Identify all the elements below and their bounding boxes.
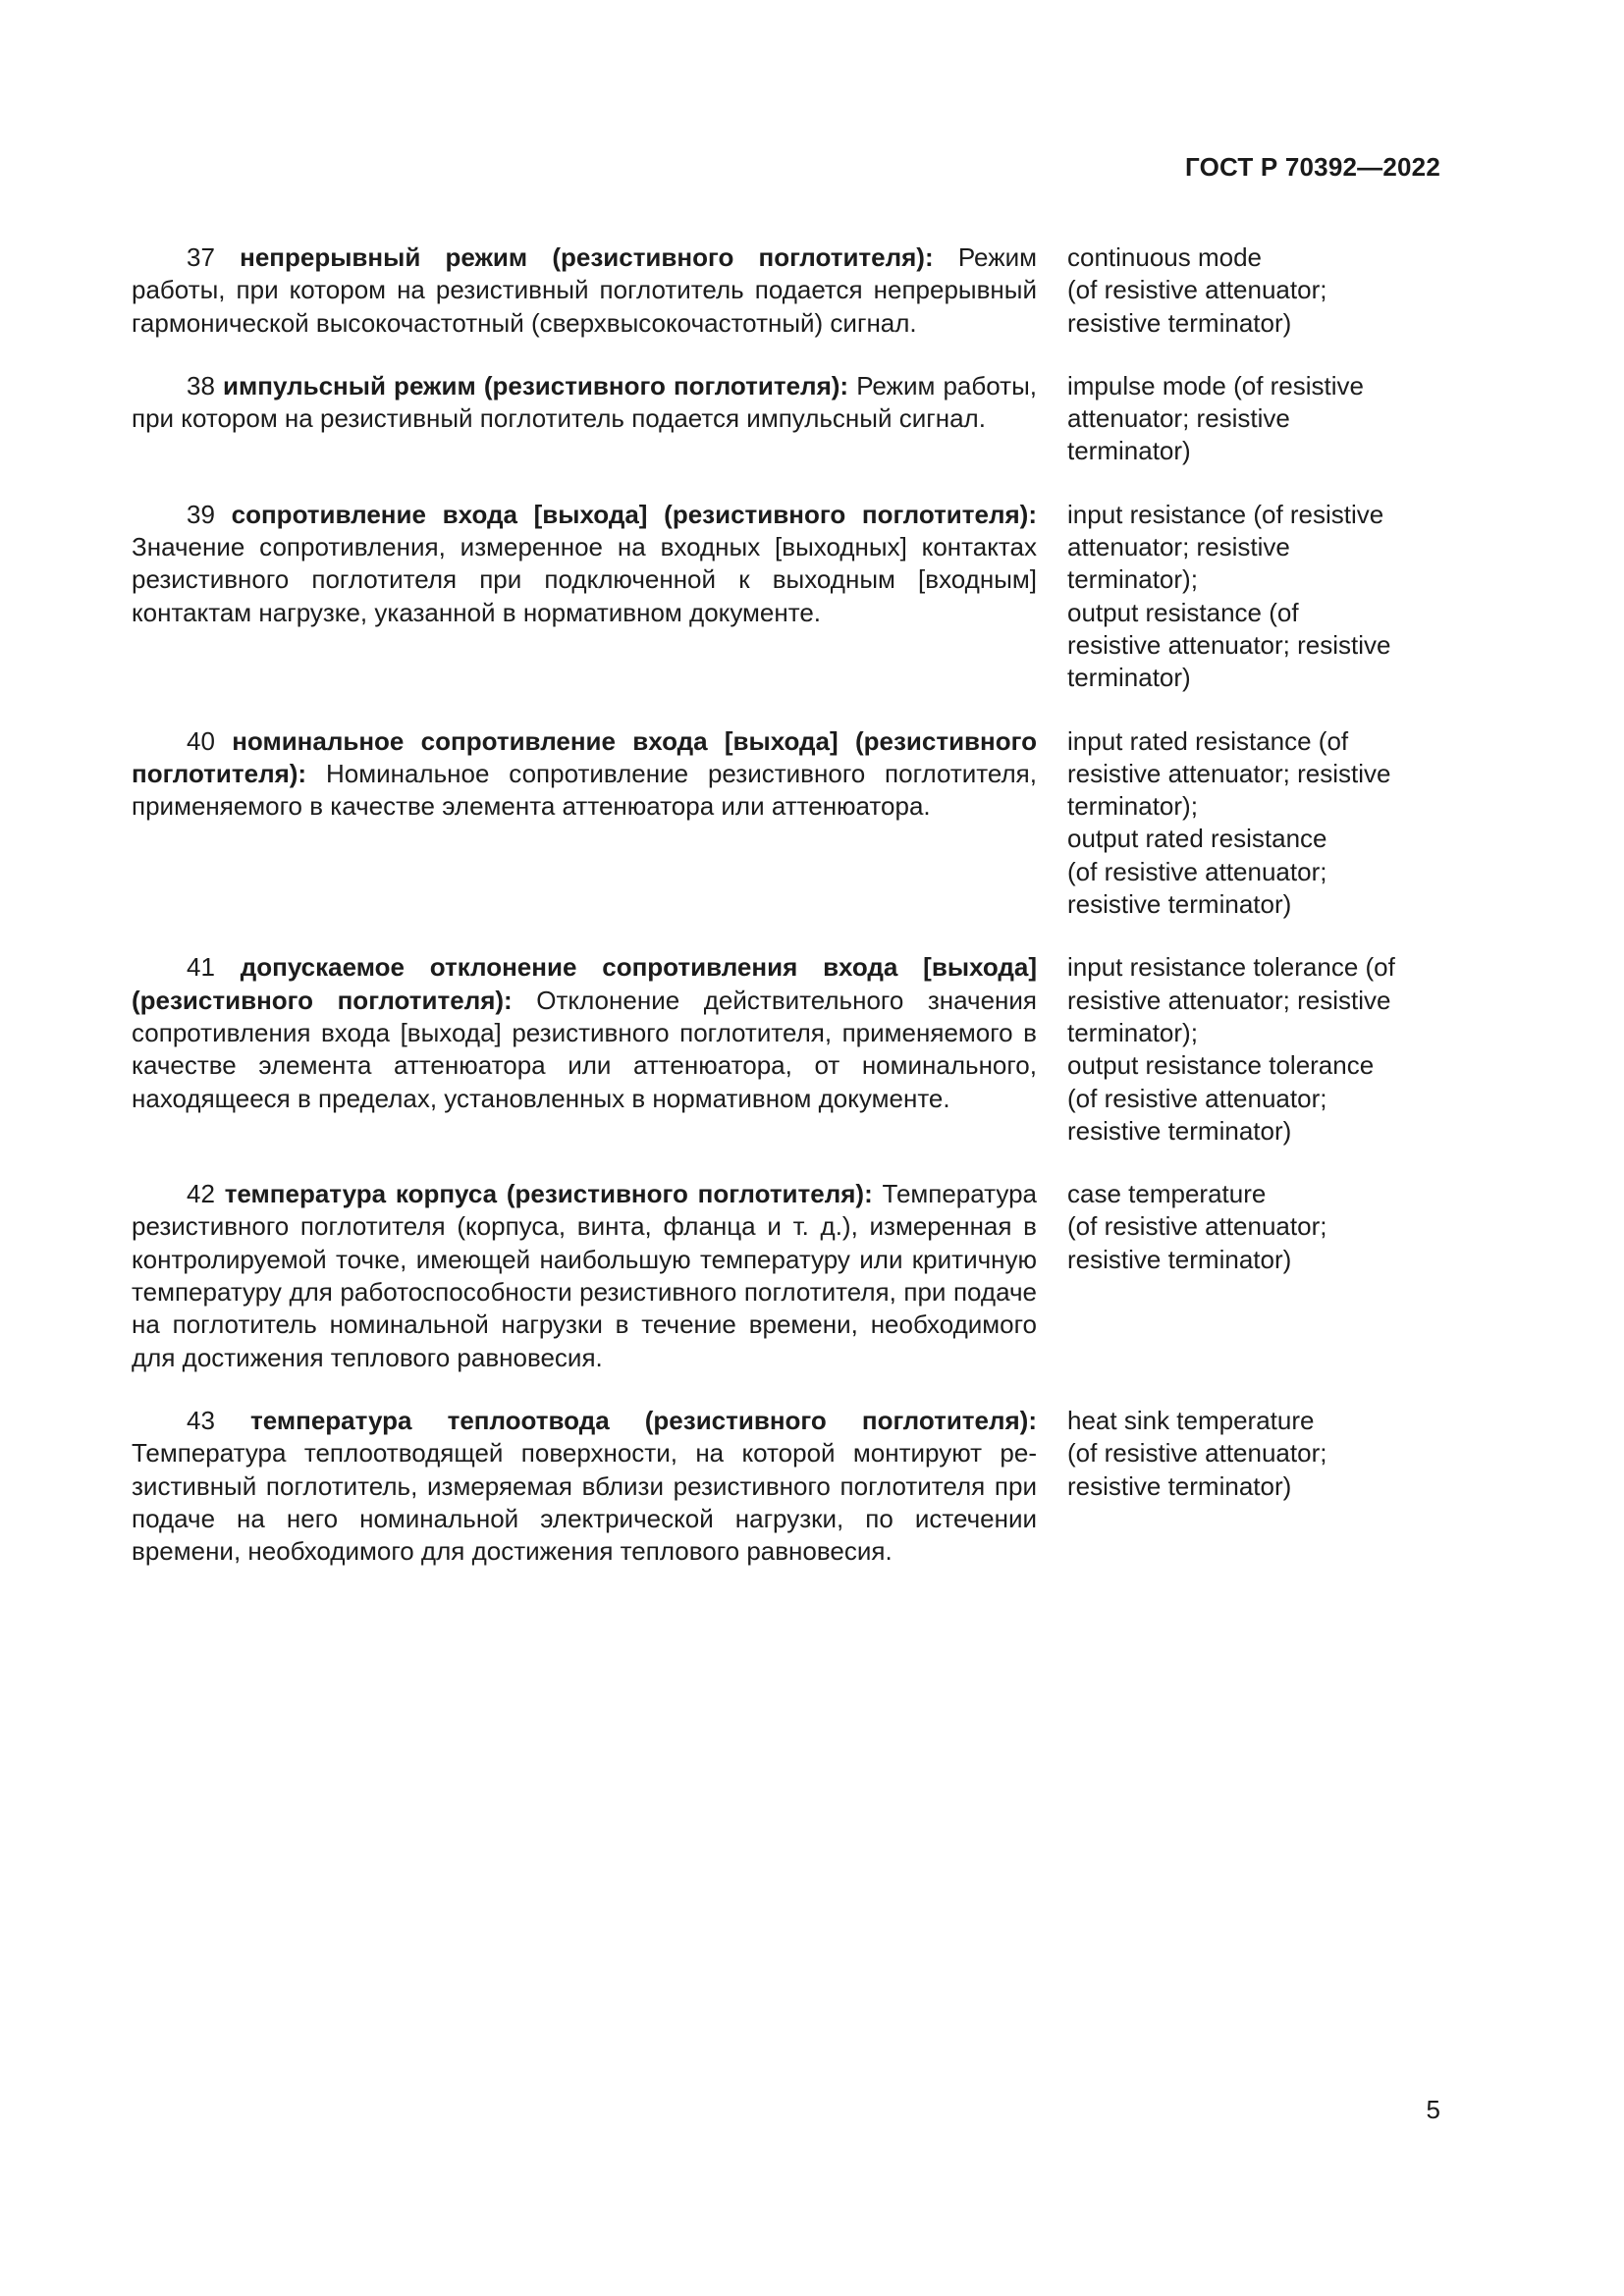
term-english-equivalent: case temperature (of resistive attenuator; resistive terminator) xyxy=(1067,1179,1327,1274)
term-russian-text xyxy=(132,370,1037,436)
term-definition: Режим работы, при котором на резистивный поглотитель подается непрерывный гармонической высокочастотный (сверхвысокочастотный) сигнал. xyxy=(132,242,1037,338)
term-english-equivalent: input rated resistance (of resistive attenuator; resistive terminator); output rated resistance (of resistive attenuator; resistive terminator) xyxy=(1067,725,1391,920)
term-definition: Значение сопротивления, измеренное на входных [выходных] контактах резистивного поглотителя при подключенной к выходным [входным] контактам нагрузке, указанной в нормативном документе. xyxy=(132,532,1037,627)
term-entry-40 xyxy=(132,725,1447,922)
term-title: температура теплоотвода (резистивного поглотителя): xyxy=(250,1405,1037,1435)
term-title: номинальное сопротивление входа [выхода] (резистивного поглотителя): xyxy=(132,725,1037,788)
term-russian-text xyxy=(132,951,1037,1114)
term-entry-42 xyxy=(132,1178,1447,1374)
term-number: 42 xyxy=(187,1179,215,1209)
term-english-equivalent: continuous mode (of resistive attenuator; resistive terminator) xyxy=(1067,242,1327,338)
term-title: непрерывный режим (резистивного поглотителя): xyxy=(240,242,934,272)
term-number: 43 xyxy=(187,1405,215,1435)
terms-list xyxy=(132,241,1447,1568)
term-russian-text xyxy=(132,499,1037,629)
term-entry-39 xyxy=(132,499,1447,695)
term-english-equivalent: impulse mode (of resistive attenuator; resistive terminator) xyxy=(1067,370,1364,466)
document-header: ГОСТ Р 70392—2022 xyxy=(1185,152,1440,182)
term-english-equivalent: heat sink temperature (of resistive attenuator; resistive terminator) xyxy=(1067,1405,1327,1501)
term-number: 38 xyxy=(187,370,215,400)
term-definition: Температура резистивного поглотителя (корпуса, винта, фланца и т. д.), измеренная в контролируемой точке, имеющей наибольшую температуру или критичную температуру для работоспособности резистивного поглотителя, при подаче на поглотитель номинальной нагрузки в течение времени, необходимого для достижения теплового равновесия. xyxy=(132,1179,1037,1372)
term-number: 40 xyxy=(187,725,215,756)
term-russian-text xyxy=(132,725,1037,824)
term-definition: Отклонение действительного значения сопротивления входа [выхода] резистивного поглотителя, применяемого в качестве элемента аттенюатора или аттенюатора, от номинального, находящееся в пределах, установленных в нормативном документе. xyxy=(132,985,1037,1113)
term-entry-41 xyxy=(132,951,1447,1148)
term-title: сопротивление входа [выхода] (резистивного поглотителя): xyxy=(231,499,1037,529)
term-russian-text xyxy=(132,241,1037,340)
term-title: допускаемое отклонение сопротивления входа [выхода] (резистивного поглотителя): xyxy=(132,952,1037,1015)
term-title: импульсный режим (резистивного поглотителя): xyxy=(223,370,849,400)
term-definition: Номинальное сопротивление резистивного поглотителя, применяемого в качестве элемента аттенюатора или аттенюатора. xyxy=(132,758,1037,822)
term-english-equivalent: input resistance (of resistive attenuator; resistive terminator); output resistance (of resistive attenuator; resistive terminator) xyxy=(1067,499,1391,693)
term-number: 37 xyxy=(187,242,215,272)
term-russian-text xyxy=(132,1405,1037,1568)
term-russian-text xyxy=(132,1178,1037,1374)
term-number: 41 xyxy=(187,952,215,983)
term-entry-43 xyxy=(132,1405,1447,1568)
term-english-equivalent: input resistance tolerance (of resistive attenuator; resistive terminator); output resistance tolerance (of resistive attenuator; resistive terminator) xyxy=(1067,952,1395,1146)
term-definition: Режим работы, при котором на резистивный поглотитель подается импульсный сигнал. xyxy=(132,370,1037,434)
page-number: 5 xyxy=(1426,2095,1440,2124)
term-entry-38 xyxy=(132,370,1447,468)
term-entry-37 xyxy=(132,241,1447,340)
term-title: температура корпуса (резистивного поглотителя): xyxy=(224,1179,873,1209)
term-definition: Температура теплоотводящей поверхности, на которой монтируют резистивный поглотитель, измеряемая вблизи резистивного поглотителя при подаче на него номинальной электрической нагрузки, по истечении времени, необходимого для достижения теплового равновесия. xyxy=(132,1438,1037,1567)
term-number: 39 xyxy=(187,499,215,529)
